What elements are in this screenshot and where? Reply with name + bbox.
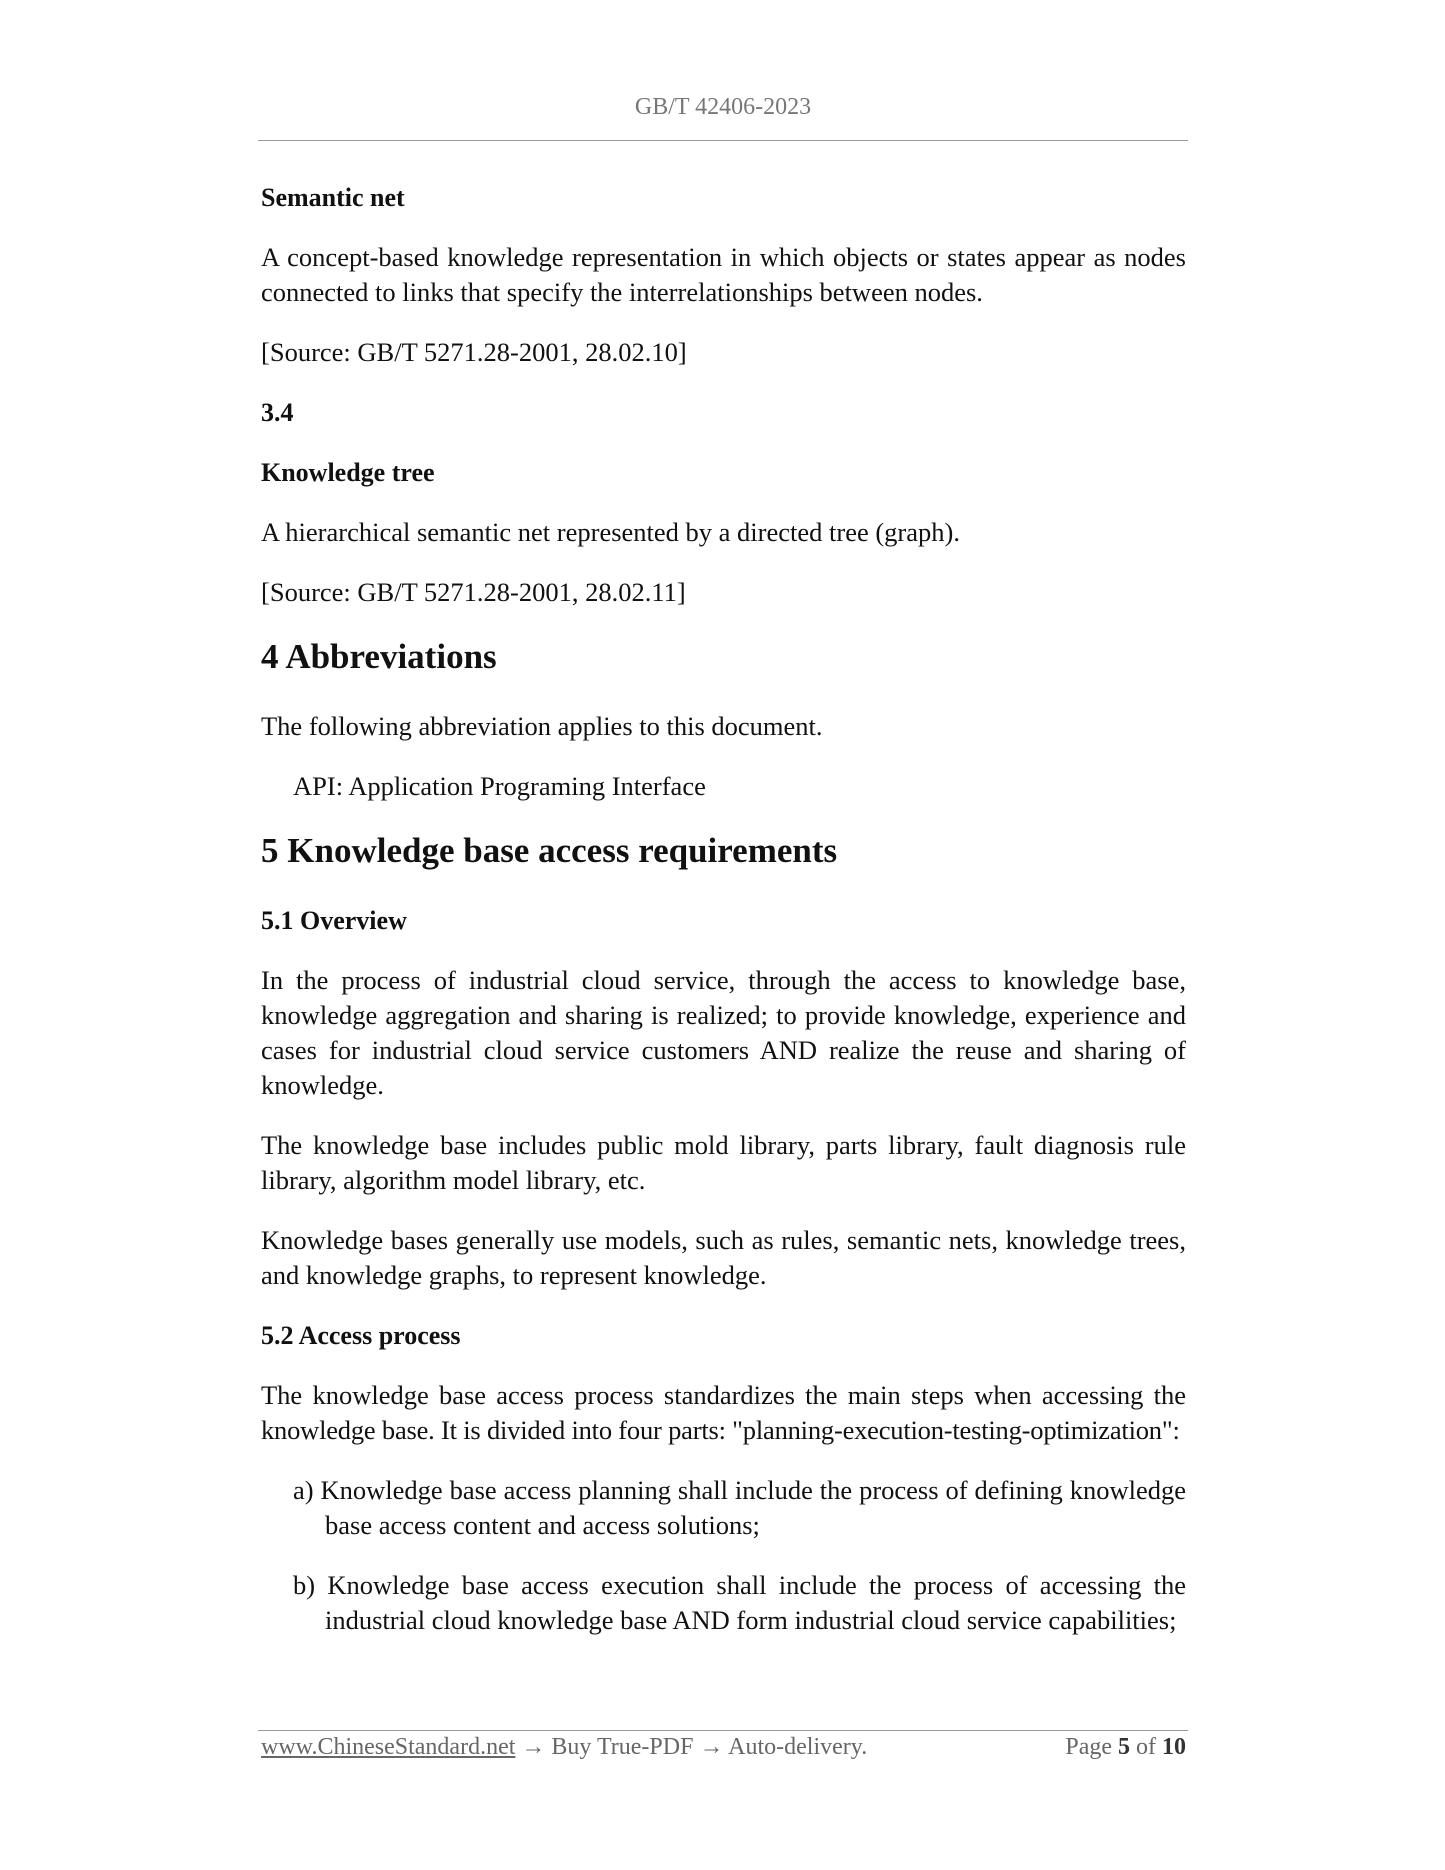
list-item-b — [293, 1568, 1186, 1638]
section-5-2-heading: 5.2 Access process — [261, 1321, 461, 1350]
page-footer — [261, 1734, 1186, 1761]
header-divider — [258, 140, 1188, 141]
section-5-2-paragraph-1-line-2: knowledge base. It is divided into four parts: "planning-execution-testing-optimization": — [261, 1415, 1180, 1445]
page-label: Page — [1065, 1734, 1112, 1760]
page-header-doc-id: GB/T 42406-2023 — [634, 94, 812, 120]
page-current: 5 — [1118, 1734, 1130, 1760]
page-of: of — [1136, 1734, 1156, 1760]
term-3-3-source: [Source: GB/T 5271.28-2001, 28.02.10] — [261, 337, 687, 367]
section-5-1-paragraph-2: The knowledge base includes public mold library, parts library, fault diagnosis rule library, algorithm model library, etc. — [261, 1130, 1186, 1195]
list-item-a — [293, 1473, 1186, 1543]
term-3-4-definition: A hierarchical semantic net represented by a directed tree (graph). — [261, 517, 960, 547]
section-4-intro: The following abbreviation applies to this document. — [261, 711, 823, 741]
term-3-4-number: 3.4 — [261, 398, 294, 427]
term-3-3-definition: A concept-based knowledge representation in which objects or states appear as nodes connected to links that specify the interrelationships between nodes. — [261, 242, 1186, 307]
arrow-right-icon: → — [699, 1734, 724, 1760]
page-number — [1065, 1734, 1186, 1761]
list-item-a-line-2: base access content and access solutions; — [325, 1510, 760, 1540]
footer-left — [261, 1734, 867, 1761]
section-4-heading: 4 Abbreviations — [261, 637, 497, 676]
section-5-1-paragraph-3: Knowledge bases generally use models, such as rules, semantic nets, knowledge trees, and knowledge graphs, to represent knowledge. — [261, 1225, 1186, 1290]
footer-divider — [258, 1730, 1188, 1731]
buy-true-pdf-text: Buy True-PDF — [551, 1734, 694, 1760]
chinese-standard-link[interactable]: www.ChineseStandard.net — [261, 1734, 516, 1760]
term-3-3-title: Semantic net — [261, 183, 405, 212]
section-5-2-paragraph-1 — [261, 1378, 1186, 1448]
term-3-4-source: [Source: GB/T 5271.28-2001, 28.02.11] — [261, 577, 686, 607]
list-item-b-line-1: b) Knowledge base access execution shall include the process of accessing the — [293, 1570, 1186, 1600]
list-item-b-line-2: industrial cloud knowledge base AND form industrial cloud service capabilities; — [325, 1605, 1177, 1635]
section-5-1-heading: 5.1 Overview — [261, 906, 407, 935]
auto-delivery-text: Auto-delivery. — [728, 1734, 868, 1760]
document-body — [261, 180, 1186, 1663]
abbreviation-item: API: Application Programing Interface — [293, 771, 706, 801]
list-item-a-line-1: a) Knowledge base access planning shall include the process of defining knowledge — [293, 1475, 1186, 1505]
section-5-heading: 5 Knowledge base access requirements — [261, 831, 838, 870]
arrow-right-icon: → — [521, 1734, 546, 1760]
page-total: 10 — [1162, 1734, 1186, 1760]
term-3-4-title: Knowledge tree — [261, 458, 435, 487]
section-5-1-paragraph-1: In the process of industrial cloud service, through the access to knowledge base, knowledge aggregation and sharing is realized; to provide knowledge, experience and cases for industrial cloud service customers AND realize the reuse and sharing of knowledge. — [261, 965, 1186, 1100]
section-5-2-paragraph-1-line-1: The knowledge base access process standardizes the main steps when accessing the — [261, 1380, 1186, 1410]
